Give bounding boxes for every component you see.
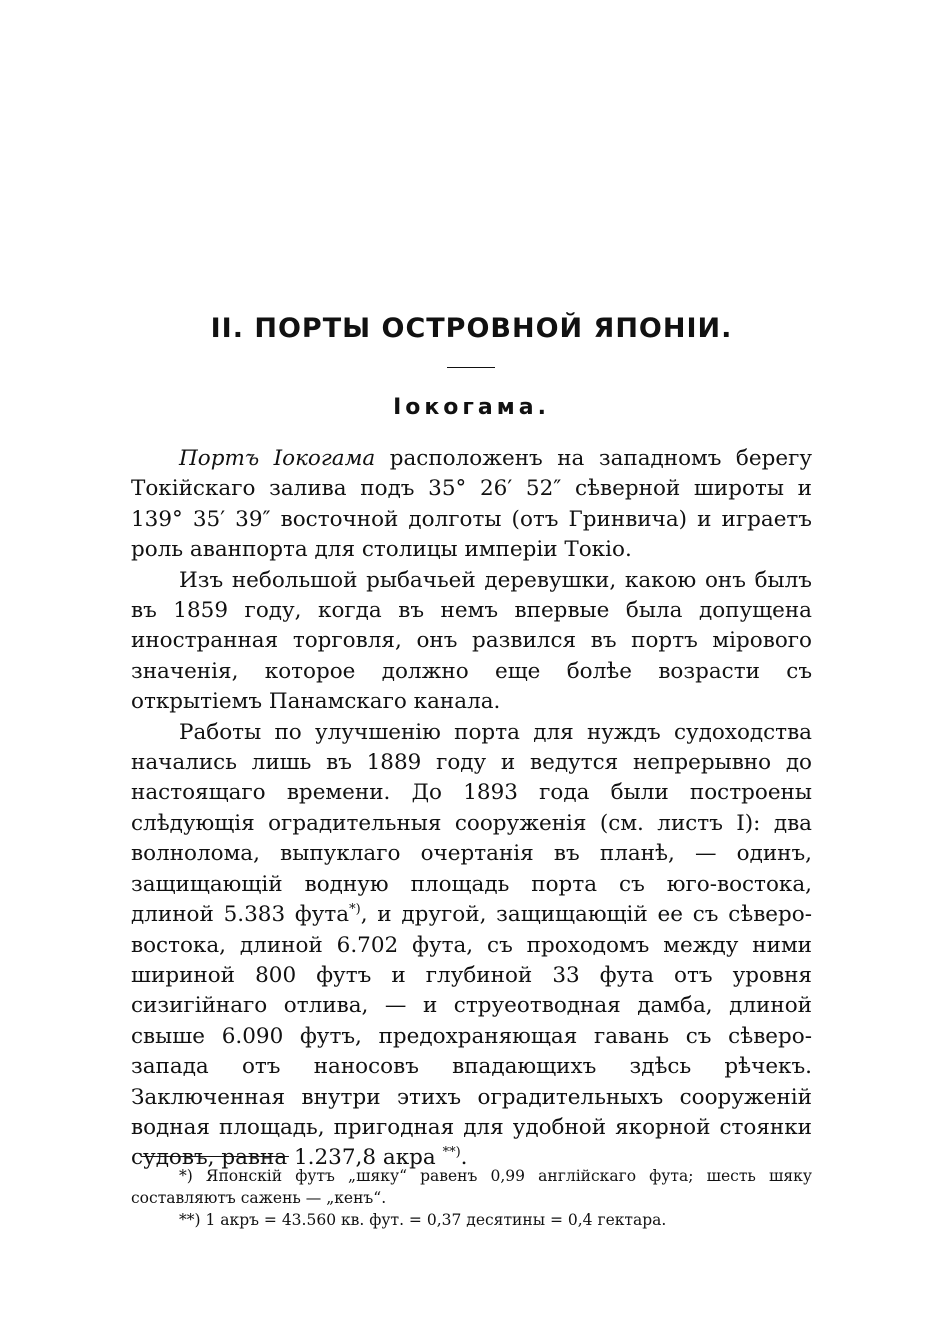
footnote-divider	[141, 1156, 289, 1157]
footnote-1: *) Японскій футъ „шяку“ равенъ 0,99 англійскаго фута; шесть шяку составляютъ сажень — „кенъ“.	[131, 1167, 812, 1207]
title-divider	[447, 367, 495, 368]
footnotes	[131, 1165, 812, 1231]
paragraph-text: расположенъ на западномъ берегу Токійскаго залива подъ 35° 26′ 52″ сѣверной широты и 139° 35′ 39″ восточной долготы (отъ Гринвича) и играетъ роль аванпорта для столицы имперіи Токіо.	[131, 446, 813, 563]
paragraph-3	[131, 718, 812, 1174]
paragraph-text: Изъ небольшой рыбачьей деревушки, какою онъ былъ въ 1859 году, когда въ немъ впервые была допущена иностранная торговля, онъ развился въ портъ мірового значенія, которое должно еще болѣе возрасти съ открытіемъ Панамскаго канала.	[131, 567, 812, 715]
paragraph-text: .	[460, 1145, 468, 1171]
footnote-mark: *)	[349, 901, 361, 917]
paragraph-2	[131, 566, 812, 718]
paragraph-text: , и другой, защищающій ее съ сѣверо-востока, длиной 6.702 фута, съ проходомъ между ними шириной 800 футъ и глубиной 33 фута отъ уровня сизигійнаго отлива, — и струеотводная дамба, длиной свыше 6.090 футъ, предохраняющая гавань съ сѣверо-запада отъ наносовъ впадающихъ здѣсь рѣчекъ. Заключенная внутри этихъ оградительныхъ сооруженій водная площадь, пригодная для удобной якорной стоянки судовъ, равна 1.237,8 акра	[131, 902, 813, 1171]
footnote-mark: **)	[442, 1145, 461, 1161]
italic-lead: Портъ Іокогама	[179, 446, 376, 471]
chapter-title: II. ПОРТЫ ОСТРОВНОЙ ЯПОНІИ.	[210, 313, 733, 344]
section-title: Іокогама.	[393, 395, 550, 420]
paragraph-text: Работы по улучшенію порта для нуждъ судоходства начались лишь въ 1889 году и ведутся непрерывно до настоящаго времени. До 1893 года были построены слѣдующія оградительныя сооруженія (см. листъ I): два волнолома, выпуклаго очертанія въ планѣ, — одинъ, защищающій водную площадь порта съ юго-востока, длиной 5.383 фута	[131, 719, 812, 928]
paragraph-1	[131, 444, 812, 566]
footnote-2: **) 1 акръ = 43.560 кв. фут. = 0,37 десятины = 0,4 гектара.	[179, 1211, 667, 1229]
body-text	[131, 444, 812, 1174]
